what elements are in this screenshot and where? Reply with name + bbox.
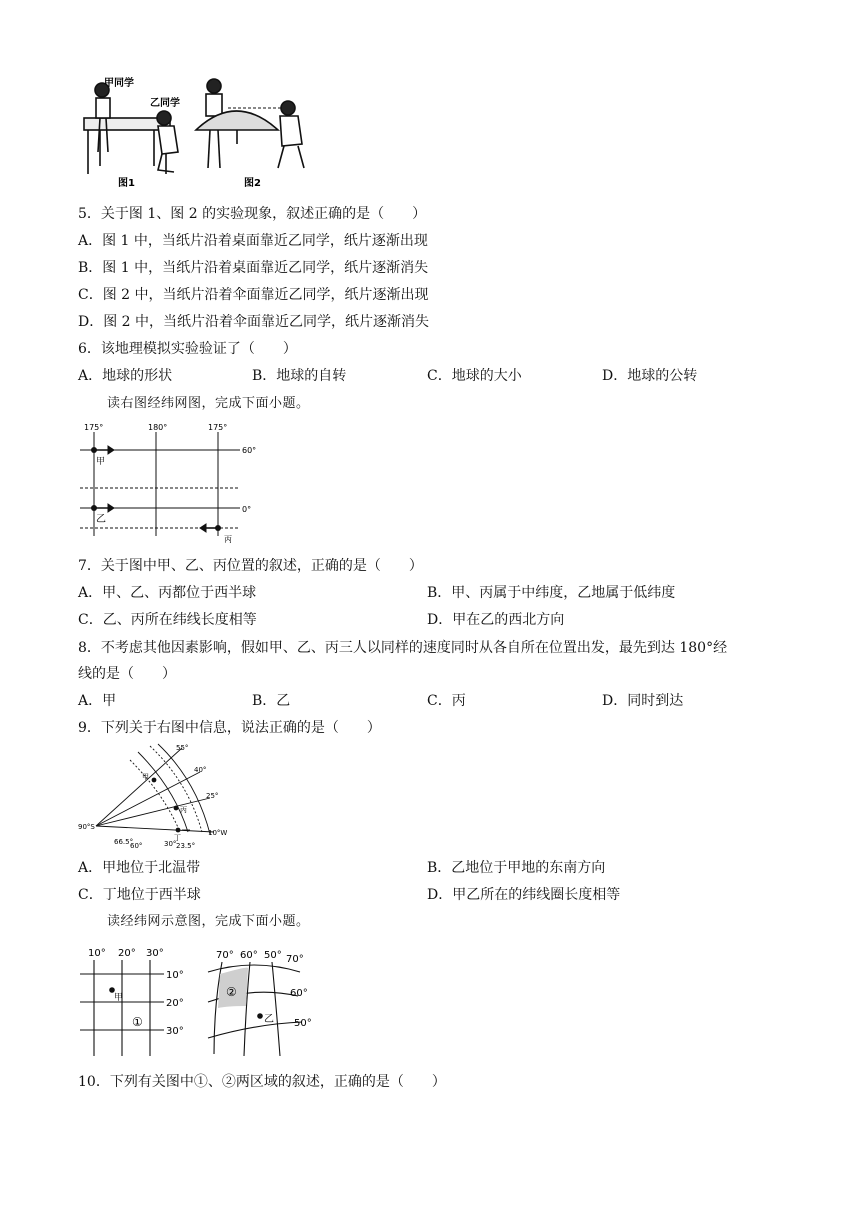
grid3-point-yi: 乙 [264, 1014, 274, 1025]
q9-option-a[interactable]: A．甲地位于北温带 [78, 860, 201, 876]
caption-figure2: 图2 [244, 178, 261, 189]
grid2-lon-20: 20° [118, 948, 136, 959]
q6-option-a[interactable]: A．地球的形状 [78, 368, 173, 384]
q9-option-b[interactable]: B．乙地位于甲地的东南方向 [427, 860, 606, 876]
grid3-lat-60: 60° [290, 988, 308, 999]
intro-grid-question: 读右图经纬网图，完成下面小题。 [107, 396, 310, 411]
grid2-lon-10: 10° [88, 948, 106, 959]
q9-stem: 9．下列关于右图中信息，说法正确的是（ ） [78, 720, 381, 736]
grid3-lat-50: 50° [294, 1018, 312, 1029]
grid3-lon-50: 50° [264, 950, 282, 961]
q6-option-d[interactable]: D．地球的公转 [602, 368, 698, 384]
rect-grid-map [78, 944, 188, 1060]
polar-pole-label: 90°S [78, 823, 95, 831]
polar-lat-665: 66.5° [114, 838, 134, 846]
q5-option-c[interactable]: C．图 2 中，当纸片沿着伞面靠近乙同学，纸片逐渐出现 [78, 287, 429, 303]
q7-stem: 7．关于图中甲、乙、丙位置的叙述，正确的是（ ） [78, 558, 423, 574]
grid3-lon-70a: 70° [216, 950, 234, 961]
grid1-lat-top: 60° [242, 446, 257, 455]
q9-option-c[interactable]: C．丁地位于西半球 [78, 887, 201, 903]
grid1-point-bing: 丙 [224, 535, 232, 544]
q7-option-b[interactable]: B．甲、丙属于中纬度，乙地属于低纬度 [427, 585, 676, 601]
grid3-lat-70: 70° [286, 954, 304, 965]
intro-grid-diagram: 读经纬网示意图，完成下面小题。 [107, 914, 310, 929]
q7-option-a[interactable]: A．甲、乙、丙都位于西半球 [78, 585, 257, 601]
q6-option-c[interactable]: C．地球的大小 [427, 368, 522, 384]
q5-option-b[interactable]: B．图 1 中，当纸片沿着桌面靠近乙同学，纸片逐渐消失 [78, 260, 429, 276]
polar-lon-10w: 10°W [208, 829, 228, 837]
figure2-drawing [196, 79, 304, 168]
grid2-point-jia: 甲 [114, 993, 124, 1003]
q8-stem-line2: 线的是（ ） [78, 666, 176, 682]
lat-lon-grid-map [78, 420, 268, 544]
grid3-region-2: ② [226, 985, 237, 999]
label-jia-student: 甲同学 [104, 78, 134, 89]
grid1-point-jia: 甲 [96, 457, 106, 467]
grid1-lon-mid: 180° [148, 423, 168, 432]
grid1-point-yi: 乙 [96, 514, 106, 525]
experiment-illustration [78, 74, 314, 190]
polar-lon-25: 25° [206, 792, 219, 800]
q7-option-d[interactable]: D．甲在乙的西北方向 [427, 612, 565, 628]
q6-option-b[interactable]: B．地球的自转 [252, 368, 347, 384]
label-yi-student: 乙同学 [150, 98, 180, 109]
grid1-lon-right: 175° [208, 423, 228, 432]
figure1-drawing [84, 83, 178, 174]
q8-option-c[interactable]: C．丙 [427, 693, 466, 709]
polar-lon-40: 40° [194, 766, 207, 774]
polar-projection-map [78, 742, 238, 850]
q5-option-a[interactable]: A．图 1 中，当纸片沿着桌面靠近乙同学，纸片逐渐出现 [78, 233, 428, 249]
polar-lon-55: 55° [176, 744, 189, 752]
q6-stem: 6．该地理模拟实验验证了（ ） [78, 341, 297, 357]
grid2-lat-30: 30° [166, 1026, 184, 1037]
q8-stem-line1: 8．不考虑其他因素影响，假如甲、乙、丙三人以同样的速度同时从各自所在位置出发，最先到达 180°经 [78, 640, 728, 656]
caption-figure1: 图1 [118, 178, 135, 189]
grid2-lat-20: 20° [166, 998, 184, 1009]
grid1-lat-bottom: 0° [242, 505, 252, 514]
q9-option-d[interactable]: D．甲乙所在的纬线圈长度相等 [427, 887, 621, 903]
q5-option-d[interactable]: D．图 2 中，当纸片沿着伞面靠近乙同学，纸片逐渐消失 [78, 314, 430, 330]
q8-option-a[interactable]: A．甲 [78, 693, 117, 709]
q10-stem: 10．下列有关图中①、②两区域的叙述，正确的是（ ） [78, 1074, 446, 1090]
q7-option-c[interactable]: C．乙、丙所在纬线长度相等 [78, 612, 257, 628]
curved-grid-map [206, 944, 320, 1060]
q8-option-d[interactable]: D．同时到达 [602, 693, 684, 709]
grid1-lon-left: 175° [84, 423, 104, 432]
grid2-lon-30: 30° [146, 948, 164, 959]
q5-stem: 5．关于图 1、图 2 的实验现象，叙述正确的是（ ） [78, 206, 427, 222]
polar-point-bing: 丙 [180, 806, 187, 814]
polar-lat-60: 60° [130, 842, 143, 850]
grid2-lat-10: 10° [166, 970, 184, 981]
polar-point-ding: 丁 [174, 834, 181, 842]
grid2-region-1: ① [132, 1015, 143, 1029]
grid3-lon-60: 60° [240, 950, 258, 961]
polar-point-jia: 甲 [142, 773, 149, 781]
polar-lat-235: 23.5° [176, 842, 196, 850]
q8-option-b[interactable]: B．乙 [252, 693, 291, 709]
polar-lat-30: 30° [164, 840, 177, 848]
